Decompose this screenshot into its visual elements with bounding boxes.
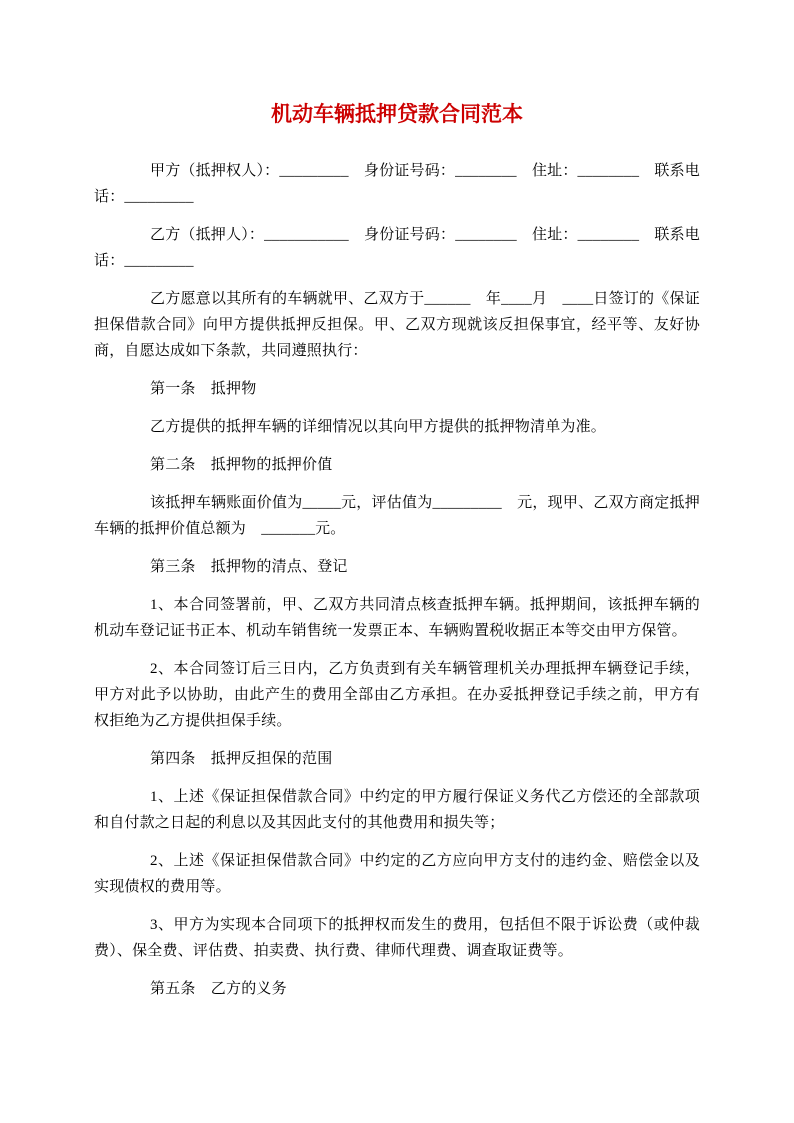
article-2-body: 该抵押车辆账面价值为_____元，评估值为_________ 元，现甲、乙双方商定抵押车辆的抵押价值总额为 _______元。 [94,495,700,537]
article-4-heading: 第四条 抵押反担保的范围 [150,751,333,767]
article-4-item-3: 3、甲方为实现本合同项下的抵押权而发生的费用，包括但不限于诉讼费（或仲裁费）、保全费、评估费、拍卖费、执行费、律师代理费、调查取证费等。 [94,917,700,959]
article-1-body: 乙方提供的抵押车辆的详细情况以其向甲方提供的抵押物清单为准。 [150,419,607,435]
article-5-heading: 第五条 乙方的义务 [150,981,287,997]
party-a-line: 甲方（抵押权人）：_________ 身份证号码：________ 住址：________ 联系电话：_________ [94,163,700,205]
document-title: 机动车辆抵押贷款合同范本 [271,102,523,126]
article-4-item-1: 1、上述《保证担保借款合同》中约定的甲方履行保证义务代乙方偿还的全部款项和自付款之日起的利息以及其因此支付的其他费用和损失等； [94,789,700,831]
article-3-item-2: 2、本合同签订后三日内，乙方负责到有关车辆管理机关办理抵押车辆登记手续，甲方对此予以协助，由此产生的费用全部由乙方承担。在办妥抵押登记手续之前，甲方有权拒绝为乙方提供担保手续。 [94,661,700,729]
article-2-heading: 第二条 抵押物的抵押价值 [150,457,333,473]
article-1-heading: 第一条 抵押物 [150,381,257,397]
article-3-item-1: 1、本合同签署前，甲、乙双方共同清点核查抵押车辆。抵押期间，该抵押车辆的机动车登记证书正本、机动车销售统一发票正本、车辆购置税收据正本等交由甲方保管。 [94,597,700,639]
article-4-item-2: 2、上述《保证担保借款合同》中约定的乙方应向甲方支付的违约金、赔偿金以及实现债权的费用等。 [94,853,700,895]
preamble: 乙方愿意以其所有的车辆就甲、乙双方于______ 年____月 ____日签订的《保证担保借款合同》向甲方提供抵押反担保。甲、乙双方现就该反担保事宜，经平等、友好协商，自愿达成如下条款，共同遵照执行： [94,291,700,359]
party-b-line: 乙方（抵押人）：___________ 身份证号码：________ 住址：________ 联系电话：_________ [94,227,701,269]
article-3-heading: 第三条 抵押物的清点、登记 [150,559,348,575]
